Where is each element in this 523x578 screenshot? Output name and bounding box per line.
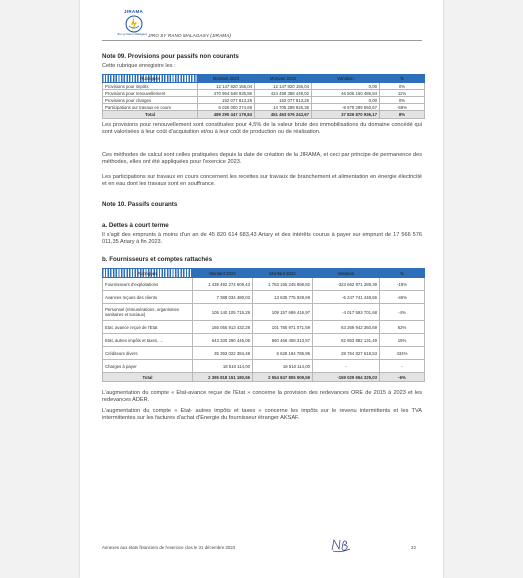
note10-b-title: b. Fournisseurs et comptes rattachés — [102, 256, 213, 263]
row-label: Provisions pour charges — [103, 97, 198, 104]
table-row — [103, 104, 425, 111]
suppliers-table — [102, 268, 425, 382]
logo-word: JIRAMA — [124, 9, 144, 14]
cell-variation: - — [313, 360, 380, 373]
column-header: % — [380, 269, 425, 278]
column-header: Variation — [313, 269, 380, 278]
total-label: Total — [103, 111, 198, 119]
cell-percent: 62% — [380, 321, 425, 334]
row-label: Créditeurs divers — [103, 347, 193, 360]
total-percent: 8% — [380, 111, 425, 119]
note9-title: Note 09. Provisions pour passifs non courants — [102, 53, 239, 60]
cell-percent: 11% — [380, 90, 425, 97]
total-2023: 2 395 818 151 180,56 — [193, 373, 253, 382]
row-label: Charges à payer — [103, 360, 193, 373]
cell-percent: -18% — [380, 278, 425, 291]
provisions-table — [102, 74, 425, 119]
cell-2022: 12 147 820 156,04 — [255, 83, 312, 90]
cell-percent: 0% — [380, 83, 425, 90]
column-header: Montant 2023 — [198, 75, 255, 83]
logo-tagline: Jiro sy Rano Malagasy — [117, 32, 148, 36]
cell-2023: 165 055 913 432,28 — [193, 321, 253, 334]
total-2022: 2 554 847 805 509,59 — [253, 373, 313, 382]
cell-2022: 14 705 289 825,36 — [255, 104, 312, 111]
note10-b-paragraph: L'augmentation du compte « Etat-avance reçue de l'Etat » concerne la provision des redevances ORE de 2015 à 2023 et les redevances ADER. — [102, 390, 422, 404]
table-row — [103, 347, 425, 360]
row-label: Personnel (rémunérations, organismes sanitaires et sociaux) — [103, 304, 193, 321]
note10-b-paragraph: L'augmentation du compte « Etat- autres impôts et taxes » concerne les impôts sur le revenu intermittents et les TVA intermittentes sur les factures d'achat d'Energie du fournisseur étranger AKSAF. — [102, 408, 422, 422]
header-divider — [102, 40, 422, 41]
cell-2022: 152 077 813,25 — [255, 97, 312, 104]
cell-2023: 152 077 813,25 — [198, 97, 255, 104]
total-2023: 489 290 447 179,84 — [198, 111, 255, 119]
cell-2022: 1 763 155 245 898,82 — [253, 278, 313, 291]
note9-paragraph: Ces méthodes de calcul sont celles pratiquées depuis la date de création de la JIRAMA, et ceci par principe de permanence des méthodes, elles ont été appliquées pour l'exercice 2023. — [102, 152, 422, 166]
row-label: Provisions pour renouvellement — [103, 90, 198, 97]
table-total-row — [103, 111, 425, 119]
cell-2022: 13 635 775 928,69 — [253, 291, 313, 304]
cell-2022: 560 466 408 313,57 — [253, 334, 313, 347]
cell-percent: 15% — [380, 334, 425, 347]
table-row — [103, 334, 425, 347]
cell-2023: 35 393 022 384,48 — [193, 347, 253, 360]
cell-2022: 109 157 699 416,97 — [253, 304, 313, 321]
cell-2023: 643 330 290 445,06 — [193, 334, 253, 347]
cell-variation: 0,00 — [312, 83, 380, 90]
cell-variation: 0,00 — [312, 97, 380, 104]
cell-variation: 46 506 160 486,84 — [312, 90, 380, 97]
row-label: Etat, autres impôts et taxes, ... — [103, 334, 193, 347]
column-header: Variation — [312, 75, 380, 83]
note10-title: Note 10. Passifs courants — [102, 201, 178, 208]
total-variation: 37 826 870 936,17 — [312, 111, 380, 119]
row-label: Participations sur travaux en cours — [103, 104, 198, 111]
cell-2023: 7 388 034 480,03 — [193, 291, 253, 304]
table-row — [103, 291, 425, 304]
cell-percent: -46% — [380, 291, 425, 304]
cell-variation: -323 662 971 289,39 — [313, 278, 380, 291]
cell-2023: 1 439 492 274 609,43 — [193, 278, 253, 291]
page-number: 22 — [411, 545, 416, 550]
column-header: Montant 2023 — [193, 269, 253, 278]
cell-percent: - — [380, 360, 425, 373]
row-label: Provisions pour impôts — [103, 83, 198, 90]
note9-intro: Cette rubrique enregistre les : — [102, 63, 176, 69]
table-header-row — [103, 75, 425, 83]
total-variation: -159 029 654 329,03 — [313, 373, 380, 382]
table-row — [103, 304, 425, 321]
table-row — [103, 97, 425, 104]
total-label: Total — [103, 373, 193, 382]
note10-a-title: a. Dettes à court terme — [102, 222, 169, 229]
table-row — [103, 90, 425, 97]
cell-2023: 105 140 105 715,29 — [193, 304, 253, 321]
column-header: Rubriques — [103, 269, 193, 278]
note9-paragraph: Les provisions pour renouvellement sont constituées pour 4,5% de la valeur brute des immobilisations du domaine concédé qui sont valorisées à leur coût d'acquisition et/ou à leur coût de production ou de réalisation. — [102, 122, 422, 136]
row-label: Fournisseurs d'exploitations — [103, 278, 193, 291]
total-percent: -6% — [380, 373, 425, 382]
column-header: Montant 2022 — [253, 269, 313, 278]
row-label: Avances reçues des clients — [103, 291, 193, 304]
footer-text: Annexes aux états financiers de l'exercice clos le 31 décembre 2023 — [102, 545, 236, 550]
cell-2023: 6 026 000 274,69 — [198, 104, 255, 111]
cell-2023: 470 964 548 935,86 — [198, 90, 255, 97]
cell-variation: 28 764 827 618,53 — [313, 347, 380, 360]
table-row — [103, 321, 425, 334]
cell-2022: 424 458 388 449,02 — [255, 90, 312, 97]
signature-initials — [330, 537, 352, 553]
cell-2022: 18 510 114,00 — [253, 360, 313, 373]
cell-2023: 18 510 114,00 — [193, 360, 253, 373]
cell-percent: -59% — [380, 104, 425, 111]
cell-variation: 63 269 942 360,69 — [313, 321, 380, 334]
table-row — [103, 278, 425, 291]
cell-percent: 0% — [380, 97, 425, 104]
cell-variation: -6 247 741 448,66 — [313, 291, 380, 304]
note10-a-text: Il s'agit des emprunts à moins d'un an de 45 820 614 683,43 Ariary et des intérêts courus à payer sur emprunt de 17 566 576 011,35 Ariary à fin 2023. — [102, 232, 422, 246]
cell-percent: 434% — [380, 347, 425, 360]
cell-variation: 82 863 882 131,49 — [313, 334, 380, 347]
note9-paragraph: Les participations sur travaux en cours concernent les recettes sur travaux de branchement et alimentation en énergie électricité et en eau dont les travaux sont en souffrance. — [102, 174, 422, 188]
table-row — [103, 360, 425, 373]
document-page — [80, 0, 443, 578]
company-name: JIRO SY RANO MALAGASY (JIRAMA) — [148, 33, 231, 38]
table-header-row — [103, 269, 425, 278]
column-header: Montant 2022 — [255, 75, 312, 83]
cell-percent: -4% — [380, 304, 425, 321]
table-total-row — [103, 373, 425, 382]
cell-variation: -4 017 593 701,68 — [313, 304, 380, 321]
column-header: % — [380, 75, 425, 83]
cell-2022: 101 785 971 071,59 — [253, 321, 313, 334]
cell-variation: -8 679 289 550,67 — [312, 104, 380, 111]
row-label: Etat, avance reçue de l'Etat — [103, 321, 193, 334]
table-row — [103, 83, 425, 90]
column-header: Rubriques — [103, 75, 198, 83]
cell-2022: 6 628 194 785,95 — [253, 347, 313, 360]
total-2022: 451 463 576 243,67 — [255, 111, 312, 119]
cell-2023: 12 147 820 156,04 — [198, 83, 255, 90]
